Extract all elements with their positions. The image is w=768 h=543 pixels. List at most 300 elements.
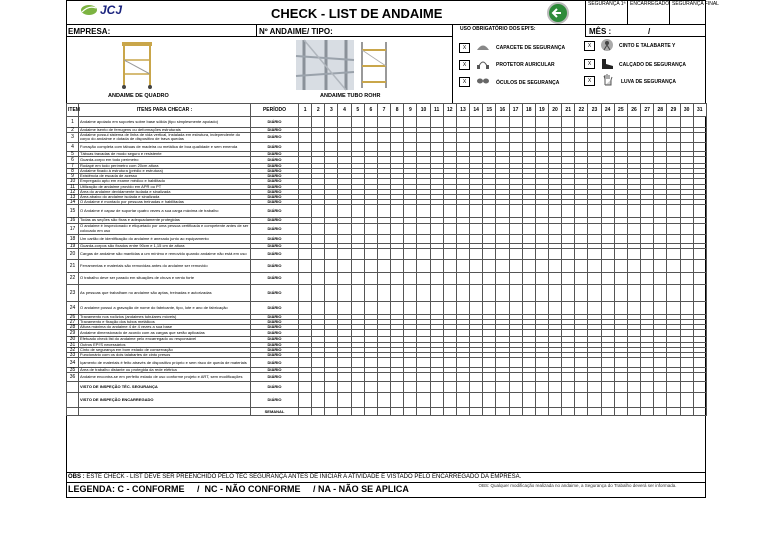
day-check-cell[interactable]: [325, 358, 338, 368]
day-check-cell[interactable]: [562, 382, 575, 393]
day-check-cell[interactable]: [535, 358, 548, 368]
day-check-cell[interactable]: [562, 156, 575, 163]
day-check-cell[interactable]: [548, 259, 561, 272]
day-check-cell[interactable]: [614, 330, 627, 337]
day-check-cell[interactable]: [562, 223, 575, 234]
day-check-cell[interactable]: [562, 142, 575, 151]
day-check-cell[interactable]: [667, 330, 680, 337]
day-check-cell[interactable]: [351, 358, 364, 368]
day-check-cell[interactable]: [470, 142, 483, 151]
day-check-cell[interactable]: [627, 272, 640, 284]
day-check-cell[interactable]: [601, 272, 614, 284]
day-check-cell[interactable]: [430, 133, 443, 142]
day-check-cell[interactable]: [404, 205, 417, 218]
day-check-cell[interactable]: [377, 382, 390, 393]
day-check-cell[interactable]: [614, 382, 627, 393]
day-check-cell[interactable]: [483, 393, 496, 408]
day-check-cell[interactable]: [496, 156, 509, 163]
day-check-cell[interactable]: [391, 301, 404, 314]
day-check-cell[interactable]: [588, 259, 601, 272]
day-check-cell[interactable]: [299, 358, 312, 368]
day-check-cell[interactable]: [443, 284, 456, 301]
day-check-cell[interactable]: [338, 259, 351, 272]
day-check-cell[interactable]: [680, 205, 693, 218]
day-check-cell[interactable]: [364, 248, 377, 259]
day-check-cell[interactable]: [430, 259, 443, 272]
day-check-cell[interactable]: [325, 223, 338, 234]
day-check-cell[interactable]: [299, 248, 312, 259]
day-check-cell[interactable]: [338, 382, 351, 393]
day-check-cell[interactable]: [654, 301, 667, 314]
day-check-cell[interactable]: [364, 393, 377, 408]
day-check-cell[interactable]: [548, 234, 561, 243]
day-check-cell[interactable]: [351, 393, 364, 408]
day-check-cell[interactable]: [562, 408, 575, 416]
day-check-cell[interactable]: [575, 248, 588, 259]
day-check-cell[interactable]: [509, 142, 522, 151]
day-check-cell[interactable]: [548, 117, 561, 128]
day-check-cell[interactable]: [417, 272, 430, 284]
day-check-cell[interactable]: [404, 301, 417, 314]
day-check-cell[interactable]: [483, 248, 496, 259]
day-check-cell[interactable]: [364, 205, 377, 218]
day-check-cell[interactable]: [496, 408, 509, 416]
day-check-cell[interactable]: [456, 393, 469, 408]
day-check-cell[interactable]: [456, 248, 469, 259]
day-check-cell[interactable]: [680, 133, 693, 142]
day-check-cell[interactable]: [299, 117, 312, 128]
day-check-cell[interactable]: [627, 408, 640, 416]
day-check-cell[interactable]: [496, 382, 509, 393]
day-check-cell[interactable]: [496, 373, 509, 382]
day-check-cell[interactable]: [391, 133, 404, 142]
day-check-cell[interactable]: [483, 373, 496, 382]
day-check-cell[interactable]: [641, 142, 654, 151]
day-check-cell[interactable]: [483, 382, 496, 393]
day-check-cell[interactable]: [562, 284, 575, 301]
day-check-cell[interactable]: [430, 382, 443, 393]
day-check-cell[interactable]: [562, 259, 575, 272]
day-check-cell[interactable]: [312, 133, 325, 142]
day-check-cell[interactable]: [601, 117, 614, 128]
day-check-cell[interactable]: [351, 117, 364, 128]
day-check-cell[interactable]: [351, 156, 364, 163]
day-check-cell[interactable]: [483, 408, 496, 416]
day-check-cell[interactable]: [430, 117, 443, 128]
day-check-cell[interactable]: [693, 272, 706, 284]
day-check-cell[interactable]: [470, 373, 483, 382]
day-check-cell[interactable]: [351, 223, 364, 234]
day-check-cell[interactable]: [364, 117, 377, 128]
day-check-cell[interactable]: [312, 408, 325, 416]
day-check-cell[interactable]: [627, 205, 640, 218]
day-check-cell[interactable]: [575, 330, 588, 337]
day-check-cell[interactable]: [627, 358, 640, 368]
day-check-cell[interactable]: [614, 142, 627, 151]
day-check-cell[interactable]: [535, 156, 548, 163]
day-check-cell[interactable]: [312, 330, 325, 337]
day-check-cell[interactable]: [325, 330, 338, 337]
day-check-cell[interactable]: [535, 382, 548, 393]
day-check-cell[interactable]: [364, 408, 377, 416]
day-check-cell[interactable]: [430, 358, 443, 368]
day-check-cell[interactable]: [364, 259, 377, 272]
day-check-cell[interactable]: [351, 284, 364, 301]
epi-check-boot[interactable]: X: [584, 59, 595, 69]
day-check-cell[interactable]: [377, 408, 390, 416]
day-check-cell[interactable]: [325, 408, 338, 416]
day-check-cell[interactable]: [601, 284, 614, 301]
day-check-cell[interactable]: [509, 358, 522, 368]
day-check-cell[interactable]: [404, 408, 417, 416]
day-check-cell[interactable]: [601, 205, 614, 218]
day-check-cell[interactable]: [509, 223, 522, 234]
day-check-cell[interactable]: [601, 330, 614, 337]
day-check-cell[interactable]: [443, 373, 456, 382]
day-check-cell[interactable]: [391, 156, 404, 163]
day-check-cell[interactable]: [641, 205, 654, 218]
day-check-cell[interactable]: [430, 156, 443, 163]
day-check-cell[interactable]: [641, 248, 654, 259]
day-check-cell[interactable]: [509, 272, 522, 284]
day-check-cell[interactable]: [391, 272, 404, 284]
day-check-cell[interactable]: [417, 142, 430, 151]
day-check-cell[interactable]: [588, 358, 601, 368]
day-check-cell[interactable]: [575, 408, 588, 416]
day-check-cell[interactable]: [522, 259, 535, 272]
day-check-cell[interactable]: [496, 117, 509, 128]
day-check-cell[interactable]: [483, 330, 496, 337]
day-check-cell[interactable]: [299, 234, 312, 243]
day-check-cell[interactable]: [614, 284, 627, 301]
day-check-cell[interactable]: [351, 382, 364, 393]
day-check-cell[interactable]: [601, 142, 614, 151]
day-check-cell[interactable]: [680, 156, 693, 163]
day-check-cell[interactable]: [627, 223, 640, 234]
day-check-cell[interactable]: [614, 393, 627, 408]
day-check-cell[interactable]: [312, 205, 325, 218]
day-check-cell[interactable]: [641, 133, 654, 142]
day-check-cell[interactable]: [483, 133, 496, 142]
day-check-cell[interactable]: [522, 408, 535, 416]
day-check-cell[interactable]: [588, 284, 601, 301]
day-check-cell[interactable]: [483, 117, 496, 128]
day-check-cell[interactable]: [522, 272, 535, 284]
day-check-cell[interactable]: [522, 330, 535, 337]
day-check-cell[interactable]: [562, 205, 575, 218]
day-check-cell[interactable]: [391, 259, 404, 272]
day-check-cell[interactable]: [641, 284, 654, 301]
day-check-cell[interactable]: [562, 272, 575, 284]
day-check-cell[interactable]: [404, 142, 417, 151]
day-check-cell[interactable]: [562, 330, 575, 337]
day-check-cell[interactable]: [338, 330, 351, 337]
day-check-cell[interactable]: [391, 284, 404, 301]
day-check-cell[interactable]: [627, 259, 640, 272]
day-check-cell[interactable]: [404, 156, 417, 163]
day-check-cell[interactable]: [627, 156, 640, 163]
day-check-cell[interactable]: [522, 117, 535, 128]
day-check-cell[interactable]: [299, 223, 312, 234]
day-check-cell[interactable]: [391, 248, 404, 259]
day-check-cell[interactable]: [548, 156, 561, 163]
day-check-cell[interactable]: [299, 156, 312, 163]
day-check-cell[interactable]: [443, 272, 456, 284]
day-check-cell[interactable]: [483, 259, 496, 272]
day-check-cell[interactable]: [562, 117, 575, 128]
day-check-cell[interactable]: [483, 284, 496, 301]
day-check-cell[interactable]: [535, 117, 548, 128]
day-check-cell[interactable]: [391, 330, 404, 337]
day-check-cell[interactable]: [588, 272, 601, 284]
day-check-cell[interactable]: [483, 156, 496, 163]
day-check-cell[interactable]: [535, 284, 548, 301]
day-check-cell[interactable]: [338, 358, 351, 368]
day-check-cell[interactable]: [404, 234, 417, 243]
day-check-cell[interactable]: [338, 205, 351, 218]
day-check-cell[interactable]: [404, 259, 417, 272]
day-check-cell[interactable]: [614, 272, 627, 284]
day-check-cell[interactable]: [575, 223, 588, 234]
day-check-cell[interactable]: [443, 393, 456, 408]
day-check-cell[interactable]: [312, 393, 325, 408]
day-check-cell[interactable]: [312, 248, 325, 259]
day-check-cell[interactable]: [535, 393, 548, 408]
day-check-cell[interactable]: [575, 373, 588, 382]
day-check-cell[interactable]: [417, 373, 430, 382]
day-check-cell[interactable]: [667, 142, 680, 151]
day-check-cell[interactable]: [588, 373, 601, 382]
day-check-cell[interactable]: [693, 284, 706, 301]
day-check-cell[interactable]: [641, 373, 654, 382]
day-check-cell[interactable]: [693, 301, 706, 314]
day-check-cell[interactable]: [404, 117, 417, 128]
day-check-cell[interactable]: [535, 133, 548, 142]
day-check-cell[interactable]: [456, 408, 469, 416]
day-check-cell[interactable]: [404, 358, 417, 368]
day-check-cell[interactable]: [509, 330, 522, 337]
day-check-cell[interactable]: [456, 205, 469, 218]
day-check-cell[interactable]: [614, 223, 627, 234]
day-check-cell[interactable]: [351, 234, 364, 243]
day-check-cell[interactable]: [693, 259, 706, 272]
day-check-cell[interactable]: [535, 142, 548, 151]
day-check-cell[interactable]: [614, 259, 627, 272]
day-check-cell[interactable]: [338, 117, 351, 128]
day-check-cell[interactable]: [470, 223, 483, 234]
day-check-cell[interactable]: [588, 234, 601, 243]
day-check-cell[interactable]: [325, 272, 338, 284]
day-check-cell[interactable]: [430, 234, 443, 243]
day-check-cell[interactable]: [693, 223, 706, 234]
day-check-cell[interactable]: [456, 358, 469, 368]
day-check-cell[interactable]: [456, 382, 469, 393]
day-check-cell[interactable]: [535, 408, 548, 416]
day-check-cell[interactable]: [299, 382, 312, 393]
day-check-cell[interactable]: [562, 248, 575, 259]
day-check-cell[interactable]: [548, 393, 561, 408]
day-check-cell[interactable]: [430, 373, 443, 382]
day-check-cell[interactable]: [312, 284, 325, 301]
day-check-cell[interactable]: [641, 234, 654, 243]
day-check-cell[interactable]: [470, 408, 483, 416]
day-check-cell[interactable]: [404, 133, 417, 142]
day-check-cell[interactable]: [522, 373, 535, 382]
day-check-cell[interactable]: [509, 284, 522, 301]
day-check-cell[interactable]: [680, 117, 693, 128]
day-check-cell[interactable]: [522, 284, 535, 301]
day-check-cell[interactable]: [627, 284, 640, 301]
day-check-cell[interactable]: [417, 259, 430, 272]
day-check-cell[interactable]: [483, 301, 496, 314]
day-check-cell[interactable]: [377, 373, 390, 382]
day-check-cell[interactable]: [575, 393, 588, 408]
day-check-cell[interactable]: [601, 373, 614, 382]
day-check-cell[interactable]: [654, 234, 667, 243]
day-check-cell[interactable]: [535, 248, 548, 259]
day-check-cell[interactable]: [522, 205, 535, 218]
day-check-cell[interactable]: [312, 382, 325, 393]
day-check-cell[interactable]: [417, 393, 430, 408]
day-check-cell[interactable]: [680, 373, 693, 382]
day-check-cell[interactable]: [338, 393, 351, 408]
day-check-cell[interactable]: [377, 234, 390, 243]
day-check-cell[interactable]: [654, 393, 667, 408]
day-check-cell[interactable]: [364, 133, 377, 142]
day-check-cell[interactable]: [417, 301, 430, 314]
day-check-cell[interactable]: [641, 301, 654, 314]
day-check-cell[interactable]: [391, 117, 404, 128]
day-check-cell[interactable]: [641, 330, 654, 337]
day-check-cell[interactable]: [351, 408, 364, 416]
day-check-cell[interactable]: [325, 234, 338, 243]
day-check-cell[interactable]: [614, 133, 627, 142]
day-check-cell[interactable]: [470, 133, 483, 142]
day-check-cell[interactable]: [417, 408, 430, 416]
day-check-cell[interactable]: [680, 259, 693, 272]
day-check-cell[interactable]: [601, 358, 614, 368]
day-check-cell[interactable]: [364, 301, 377, 314]
day-check-cell[interactable]: [325, 382, 338, 393]
day-check-cell[interactable]: [509, 156, 522, 163]
day-check-cell[interactable]: [654, 223, 667, 234]
day-check-cell[interactable]: [588, 142, 601, 151]
day-check-cell[interactable]: [654, 408, 667, 416]
day-check-cell[interactable]: [641, 393, 654, 408]
day-check-cell[interactable]: [641, 408, 654, 416]
day-check-cell[interactable]: [575, 117, 588, 128]
day-check-cell[interactable]: [509, 301, 522, 314]
day-check-cell[interactable]: [548, 301, 561, 314]
day-check-cell[interactable]: [404, 330, 417, 337]
day-check-cell[interactable]: [456, 133, 469, 142]
day-check-cell[interactable]: [430, 142, 443, 151]
day-check-cell[interactable]: [693, 142, 706, 151]
day-check-cell[interactable]: [575, 142, 588, 151]
day-check-cell[interactable]: [299, 133, 312, 142]
day-check-cell[interactable]: [430, 393, 443, 408]
day-check-cell[interactable]: [496, 259, 509, 272]
day-check-cell[interactable]: [443, 259, 456, 272]
day-check-cell[interactable]: [641, 272, 654, 284]
day-check-cell[interactable]: [509, 133, 522, 142]
day-check-cell[interactable]: [299, 330, 312, 337]
day-check-cell[interactable]: [364, 156, 377, 163]
day-check-cell[interactable]: [535, 373, 548, 382]
day-check-cell[interactable]: [614, 156, 627, 163]
day-check-cell[interactable]: [575, 259, 588, 272]
day-check-cell[interactable]: [470, 234, 483, 243]
day-check-cell[interactable]: [417, 156, 430, 163]
day-check-cell[interactable]: [548, 284, 561, 301]
day-check-cell[interactable]: [654, 142, 667, 151]
day-check-cell[interactable]: [443, 382, 456, 393]
day-check-cell[interactable]: [299, 284, 312, 301]
day-check-cell[interactable]: [588, 248, 601, 259]
day-check-cell[interactable]: [430, 205, 443, 218]
day-check-cell[interactable]: [325, 393, 338, 408]
day-check-cell[interactable]: [548, 382, 561, 393]
day-check-cell[interactable]: [496, 223, 509, 234]
day-check-cell[interactable]: [496, 133, 509, 142]
day-check-cell[interactable]: [443, 223, 456, 234]
day-check-cell[interactable]: [470, 301, 483, 314]
day-check-cell[interactable]: [364, 382, 377, 393]
day-check-cell[interactable]: [364, 142, 377, 151]
day-check-cell[interactable]: [351, 259, 364, 272]
day-check-cell[interactable]: [654, 205, 667, 218]
day-check-cell[interactable]: [299, 142, 312, 151]
day-check-cell[interactable]: [680, 272, 693, 284]
day-check-cell[interactable]: [325, 284, 338, 301]
day-check-cell[interactable]: [654, 373, 667, 382]
day-check-cell[interactable]: [338, 234, 351, 243]
day-check-cell[interactable]: [430, 408, 443, 416]
day-check-cell[interactable]: [627, 373, 640, 382]
day-check-cell[interactable]: [693, 330, 706, 337]
day-check-cell[interactable]: [588, 133, 601, 142]
day-check-cell[interactable]: [470, 382, 483, 393]
day-check-cell[interactable]: [377, 330, 390, 337]
day-check-cell[interactable]: [470, 156, 483, 163]
day-check-cell[interactable]: [338, 301, 351, 314]
day-check-cell[interactable]: [667, 301, 680, 314]
day-check-cell[interactable]: [325, 259, 338, 272]
day-check-cell[interactable]: [627, 393, 640, 408]
day-check-cell[interactable]: [667, 284, 680, 301]
day-check-cell[interactable]: [417, 382, 430, 393]
day-check-cell[interactable]: [338, 156, 351, 163]
day-check-cell[interactable]: [627, 301, 640, 314]
day-check-cell[interactable]: [522, 301, 535, 314]
day-check-cell[interactable]: [522, 393, 535, 408]
epi-check-harness[interactable]: X: [584, 41, 595, 51]
day-check-cell[interactable]: [535, 205, 548, 218]
day-check-cell[interactable]: [522, 248, 535, 259]
day-check-cell[interactable]: [496, 284, 509, 301]
day-check-cell[interactable]: [391, 223, 404, 234]
day-check-cell[interactable]: [391, 373, 404, 382]
day-check-cell[interactable]: [680, 330, 693, 337]
day-check-cell[interactable]: [601, 156, 614, 163]
day-check-cell[interactable]: [680, 234, 693, 243]
day-check-cell[interactable]: [575, 272, 588, 284]
day-check-cell[interactable]: [601, 133, 614, 142]
day-check-cell[interactable]: [404, 284, 417, 301]
day-check-cell[interactable]: [548, 223, 561, 234]
day-check-cell[interactable]: [456, 142, 469, 151]
day-check-cell[interactable]: [483, 272, 496, 284]
